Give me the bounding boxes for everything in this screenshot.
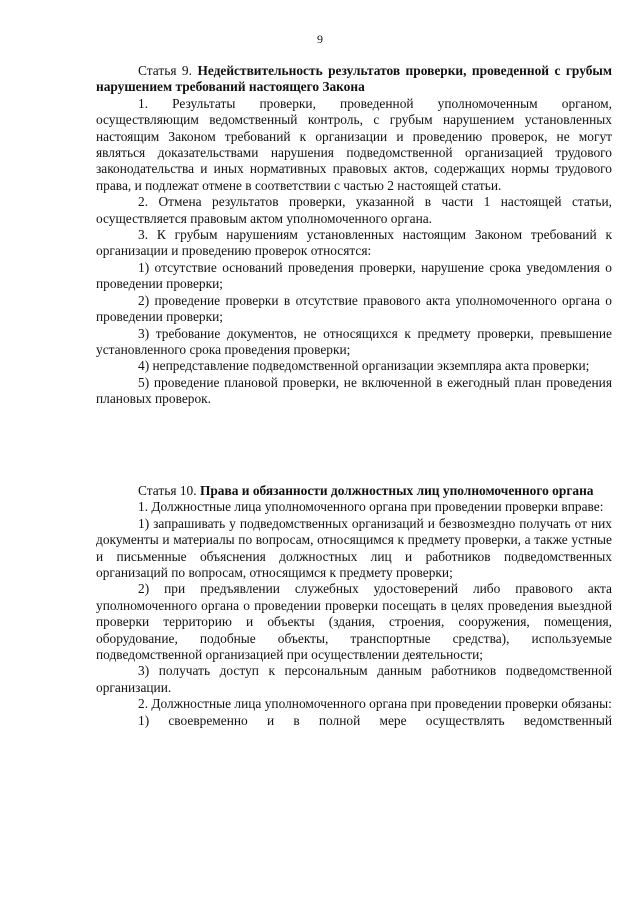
page-number: 9 bbox=[317, 32, 323, 46]
article-9-block bbox=[96, 63, 612, 408]
list-item: 4) непредставление подведомственной организации экземпляра акта проверки; bbox=[138, 358, 590, 374]
article-10-label: Статья 10. bbox=[138, 483, 197, 498]
list-item: 3) требование документов, не относящихся к предмету проверки, превышение установленного срока проведения проверки; bbox=[96, 325, 612, 357]
article-9-paragraph-1: 1. Результаты проверки, проведенной уполномоченным органом, осуществляющим ведомственный контроль, с грубым нарушением установленных настоящим Законом требований к организации и проведению проверок, не могут являться доказательствами нарушения подведомственной организацией трудового законодательства и иных нормативных правовых актов, содержащих нормы трудового права, и подлежат отмене в соответствии с частью 2 настоящей статьи. bbox=[96, 95, 612, 193]
article-9-title: Недействительность результатов проверки, проведенной с грубым нарушением требований настоящего Закона bbox=[96, 63, 612, 95]
article-10-heading bbox=[96, 483, 612, 499]
article-10-paragraph-1: 1. Должностные лица уполномоченного органа при проведении проверки вправе: bbox=[138, 499, 604, 515]
article-10-paragraph-2: 2. Должностные лица уполномоченного органа при проведении проверки обязаны: bbox=[138, 696, 612, 712]
article-9-paragraph-2: 2. Отмена результатов проверки, указанной в части 1 настоящей статьи, осуществляется правовым актом уполномоченного органа. bbox=[96, 194, 612, 226]
list-item: 2) при предъявлении служебных удостоверений либо правового акта уполномоченного органа о проведении проверки посещать в целях проведения выездной проверки территорию и объекты (здания, строения, сооружения, помещения, оборудование, подобные объекты, транспортные средства), используемые подведомственной организацией при осуществлении деятельности; bbox=[96, 581, 612, 663]
list-item: 3) получать доступ к персональным данным работников подведомственной организации. bbox=[96, 663, 612, 695]
list-item: 5) проведение плановой проверки, не включенной в ежегодный план проведения плановых проверок. bbox=[96, 374, 612, 407]
list-item: 1) запрашивать у подведомственных организаций и безвозмездно получать от них документы и материалы по вопросам, относящимся к предмету проверки, а также устные и письменные объяснения должностных лиц и работников подведомственных организаций по вопросам, относящимся к предмету проверки; bbox=[96, 515, 612, 581]
article-9-label: Статья 9. bbox=[138, 63, 192, 78]
article-10-block bbox=[96, 483, 612, 729]
article-10-title: Права и обязанности должностных лиц уполномоченного органа bbox=[199, 483, 594, 498]
list-item: 1) отсутствие оснований проведения проверки, нарушение срока уведомления о проведении проверки; bbox=[96, 259, 612, 292]
list-item: 1) своевременно и в полной мере осуществлять ведомственный bbox=[138, 712, 612, 728]
list-item: 2) проведение проверки в отсутствие правового акта уполномоченного органа о проведении проверки; bbox=[96, 292, 612, 325]
article-9-heading bbox=[96, 63, 612, 96]
article-9-paragraph-3: 3. К грубым нарушениям установленных настоящим Законом требований к организации и проведению проверок относятся: bbox=[96, 227, 612, 259]
